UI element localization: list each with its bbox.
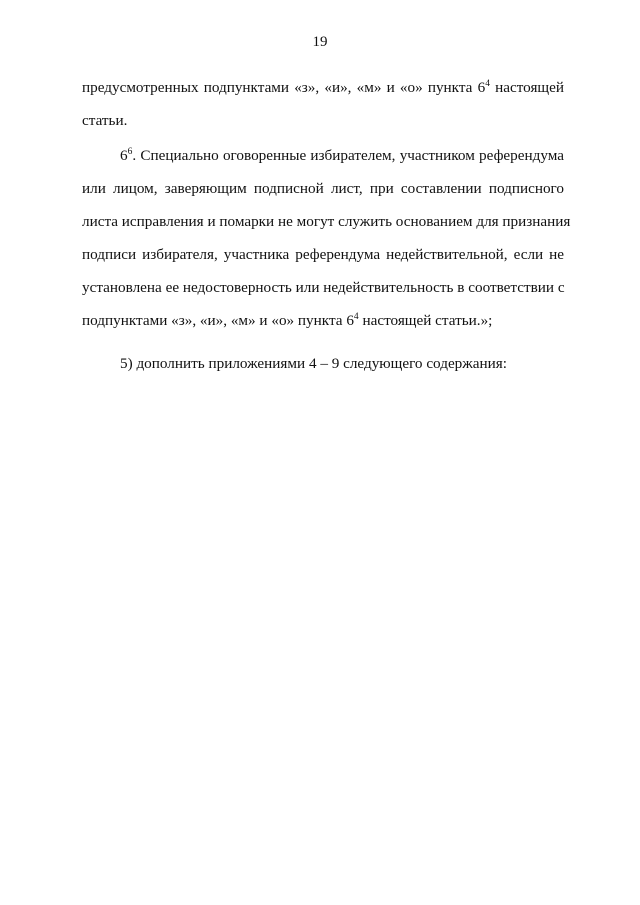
text-line [82, 179, 564, 212]
line-text: установлена ее недостоверность или недействительность в соответствии с [82, 279, 565, 296]
superscript: 6 [127, 146, 133, 157]
line-text: подписи избирателя, участника референдума недействительной, если не [82, 246, 564, 263]
line-text: листа исправления и помарки не могут служить основанием для признания [82, 213, 571, 230]
superscript: 4 [485, 78, 490, 89]
paragraph-6-6 [82, 146, 571, 344]
line-text-after: настоящей [489, 79, 565, 96]
line-text: 6 [120, 147, 128, 164]
text-line [82, 146, 564, 179]
text-line [82, 354, 564, 387]
line-text-after: настоящей статьи.»; [358, 312, 493, 329]
paragraph-item-5 [82, 354, 564, 387]
text-line [82, 78, 564, 111]
line-text: подпунктами «з», «и», «м» и «о» пункта 6 [82, 312, 354, 329]
text-line [82, 311, 564, 344]
text-line [82, 278, 564, 311]
text-line [82, 212, 571, 245]
line-text: предусмотренных подпунктами «з», «и», «м» и «о» пункта 6 [82, 79, 486, 96]
superscript: 4 [353, 311, 359, 322]
paragraph-continuation [82, 78, 564, 144]
line-text: статьи. [82, 112, 128, 129]
page-number: 19 [312, 34, 328, 50]
line-text: 5) дополнить приложениями 4 – 9 следующего содержания: [120, 355, 507, 372]
text-line [82, 245, 564, 278]
text-line [82, 111, 564, 144]
line-text: или лицом, заверяющим подписной лист, при составлении подписного [82, 180, 564, 197]
line-text-after: . Специально оговоренные избирателем, участником референдума [132, 147, 564, 164]
